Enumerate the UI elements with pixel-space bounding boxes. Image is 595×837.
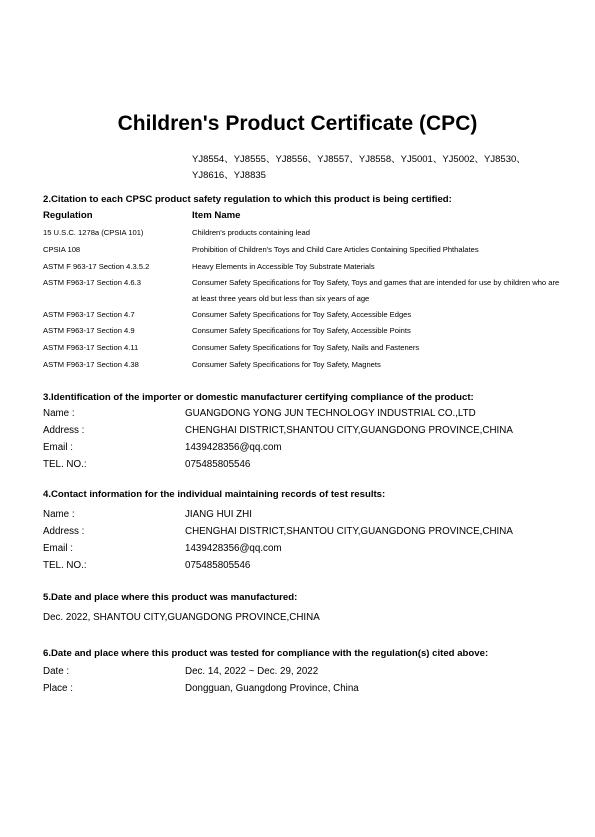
section-5-heading: 5.Date and place where this product was manufactured: bbox=[43, 592, 298, 603]
regulation-code: ASTM F963-17 Section 4.9 bbox=[43, 326, 135, 335]
email-label: Email : bbox=[43, 442, 73, 453]
manufacturer-email: 1439428356@qq.com bbox=[185, 442, 282, 453]
regulation-code: 15 U.S.C. 1278a (CPSIA 101) bbox=[43, 228, 144, 237]
section-3-heading: 3.Identification of the importer or domestic manufacturer certifying compliance of the product: bbox=[43, 392, 474, 403]
model-numbers bbox=[192, 152, 572, 184]
regulation-item-name: Consumer Safety Specifications for Toy Safety, Accessible Edges bbox=[192, 310, 412, 319]
regulation-item-name: Consumer Safety Specifications for Toy Safety, Toys and games that are intended for use by children who are at least three years old but less than six years of age bbox=[192, 278, 560, 303]
regulation-code: ASTM F963-17 Section 4.6.3 bbox=[43, 278, 141, 287]
name-label: Name : bbox=[43, 509, 75, 520]
model-numbers-line-2: YJ8616、YJ8835 bbox=[192, 170, 266, 181]
regulation-item-name: Consumer Safety Specifications for Toy Safety, Nails and Fasteners bbox=[192, 343, 420, 352]
contact-address: CHENGHAI DISTRICT,SHANTOU CITY,GUANGDONG PROVINCE,CHINA bbox=[185, 526, 513, 537]
model-numbers-line-1: YJ8554、YJ8555、YJ8556、YJ8557、YJ8558、YJ5001、YJ5002、YJ8530、 bbox=[192, 154, 526, 165]
tel-label: TEL. NO.: bbox=[43, 459, 87, 470]
regulation-item-name: Heavy Elements in Accessible Toy Substrate Materials bbox=[192, 262, 375, 271]
regulation-code: ASTM F963-17 Section 4.38 bbox=[43, 360, 139, 369]
regulation-column-header: Regulation bbox=[43, 210, 93, 221]
regulation-code: ASTM F 963-17 Section 4.3.5.2 bbox=[43, 262, 150, 271]
manufacturer-tel: 075485805546 bbox=[185, 459, 251, 470]
section-6-heading: 6.Date and place where this product was tested for compliance with the regulation(s) cited above: bbox=[43, 648, 489, 659]
item-name-column-header: Item Name bbox=[192, 210, 241, 221]
tel-label: TEL. NO.: bbox=[43, 560, 87, 571]
manufacture-date-place: Dec. 2022, SHANTOU CITY,GUANGDONG PROVINCE,CHINA bbox=[43, 612, 320, 623]
address-label: Address : bbox=[43, 526, 85, 537]
regulation-item-name: Consumer Safety Specifications for Toy Safety, Accessible Points bbox=[192, 326, 411, 335]
regulation-item-name: Children's products containing lead bbox=[192, 228, 310, 237]
place-label: Place : bbox=[43, 683, 73, 694]
email-label: Email : bbox=[43, 543, 73, 554]
manufacturer-name: GUANGDONG YONG JUN TECHNOLOGY INDUSTRIAL CO.,LTD bbox=[185, 408, 476, 419]
name-label: Name : bbox=[43, 408, 75, 419]
regulation-item-name: Prohibition of Children's Toys and Child Care Articles Containing Specified Phthalates bbox=[192, 245, 479, 254]
regulation-code: CPSIA 108 bbox=[43, 245, 81, 254]
contact-name: JIANG HUI ZHI bbox=[185, 509, 252, 520]
section-4-heading: 4.Contact information for the individual maintaining records of test results: bbox=[43, 489, 386, 500]
address-label: Address : bbox=[43, 425, 85, 436]
contact-email: 1439428356@qq.com bbox=[185, 543, 282, 554]
section-2-heading: 2.Citation to each CPSC product safety regulation to which this product is being certified: bbox=[43, 194, 452, 205]
document-title: Children's Product Certificate (CPC) bbox=[117, 112, 478, 135]
test-place: Dongguan, Guangdong Province, China bbox=[185, 683, 359, 694]
contact-tel: 075485805546 bbox=[185, 560, 251, 571]
test-date: Dec. 14, 2022 ~ Dec. 29, 2022 bbox=[185, 666, 319, 677]
regulation-item-name: Consumer Safety Specifications for Toy Safety, Magnets bbox=[192, 360, 381, 369]
manufacturer-address: CHENGHAI DISTRICT,SHANTOU CITY,GUANGDONG PROVINCE,CHINA bbox=[185, 425, 513, 436]
regulation-code: ASTM F963-17 Section 4.7 bbox=[43, 310, 135, 319]
date-label: Date : bbox=[43, 666, 70, 677]
regulation-code: ASTM F963-17 Section 4.11 bbox=[43, 343, 139, 352]
